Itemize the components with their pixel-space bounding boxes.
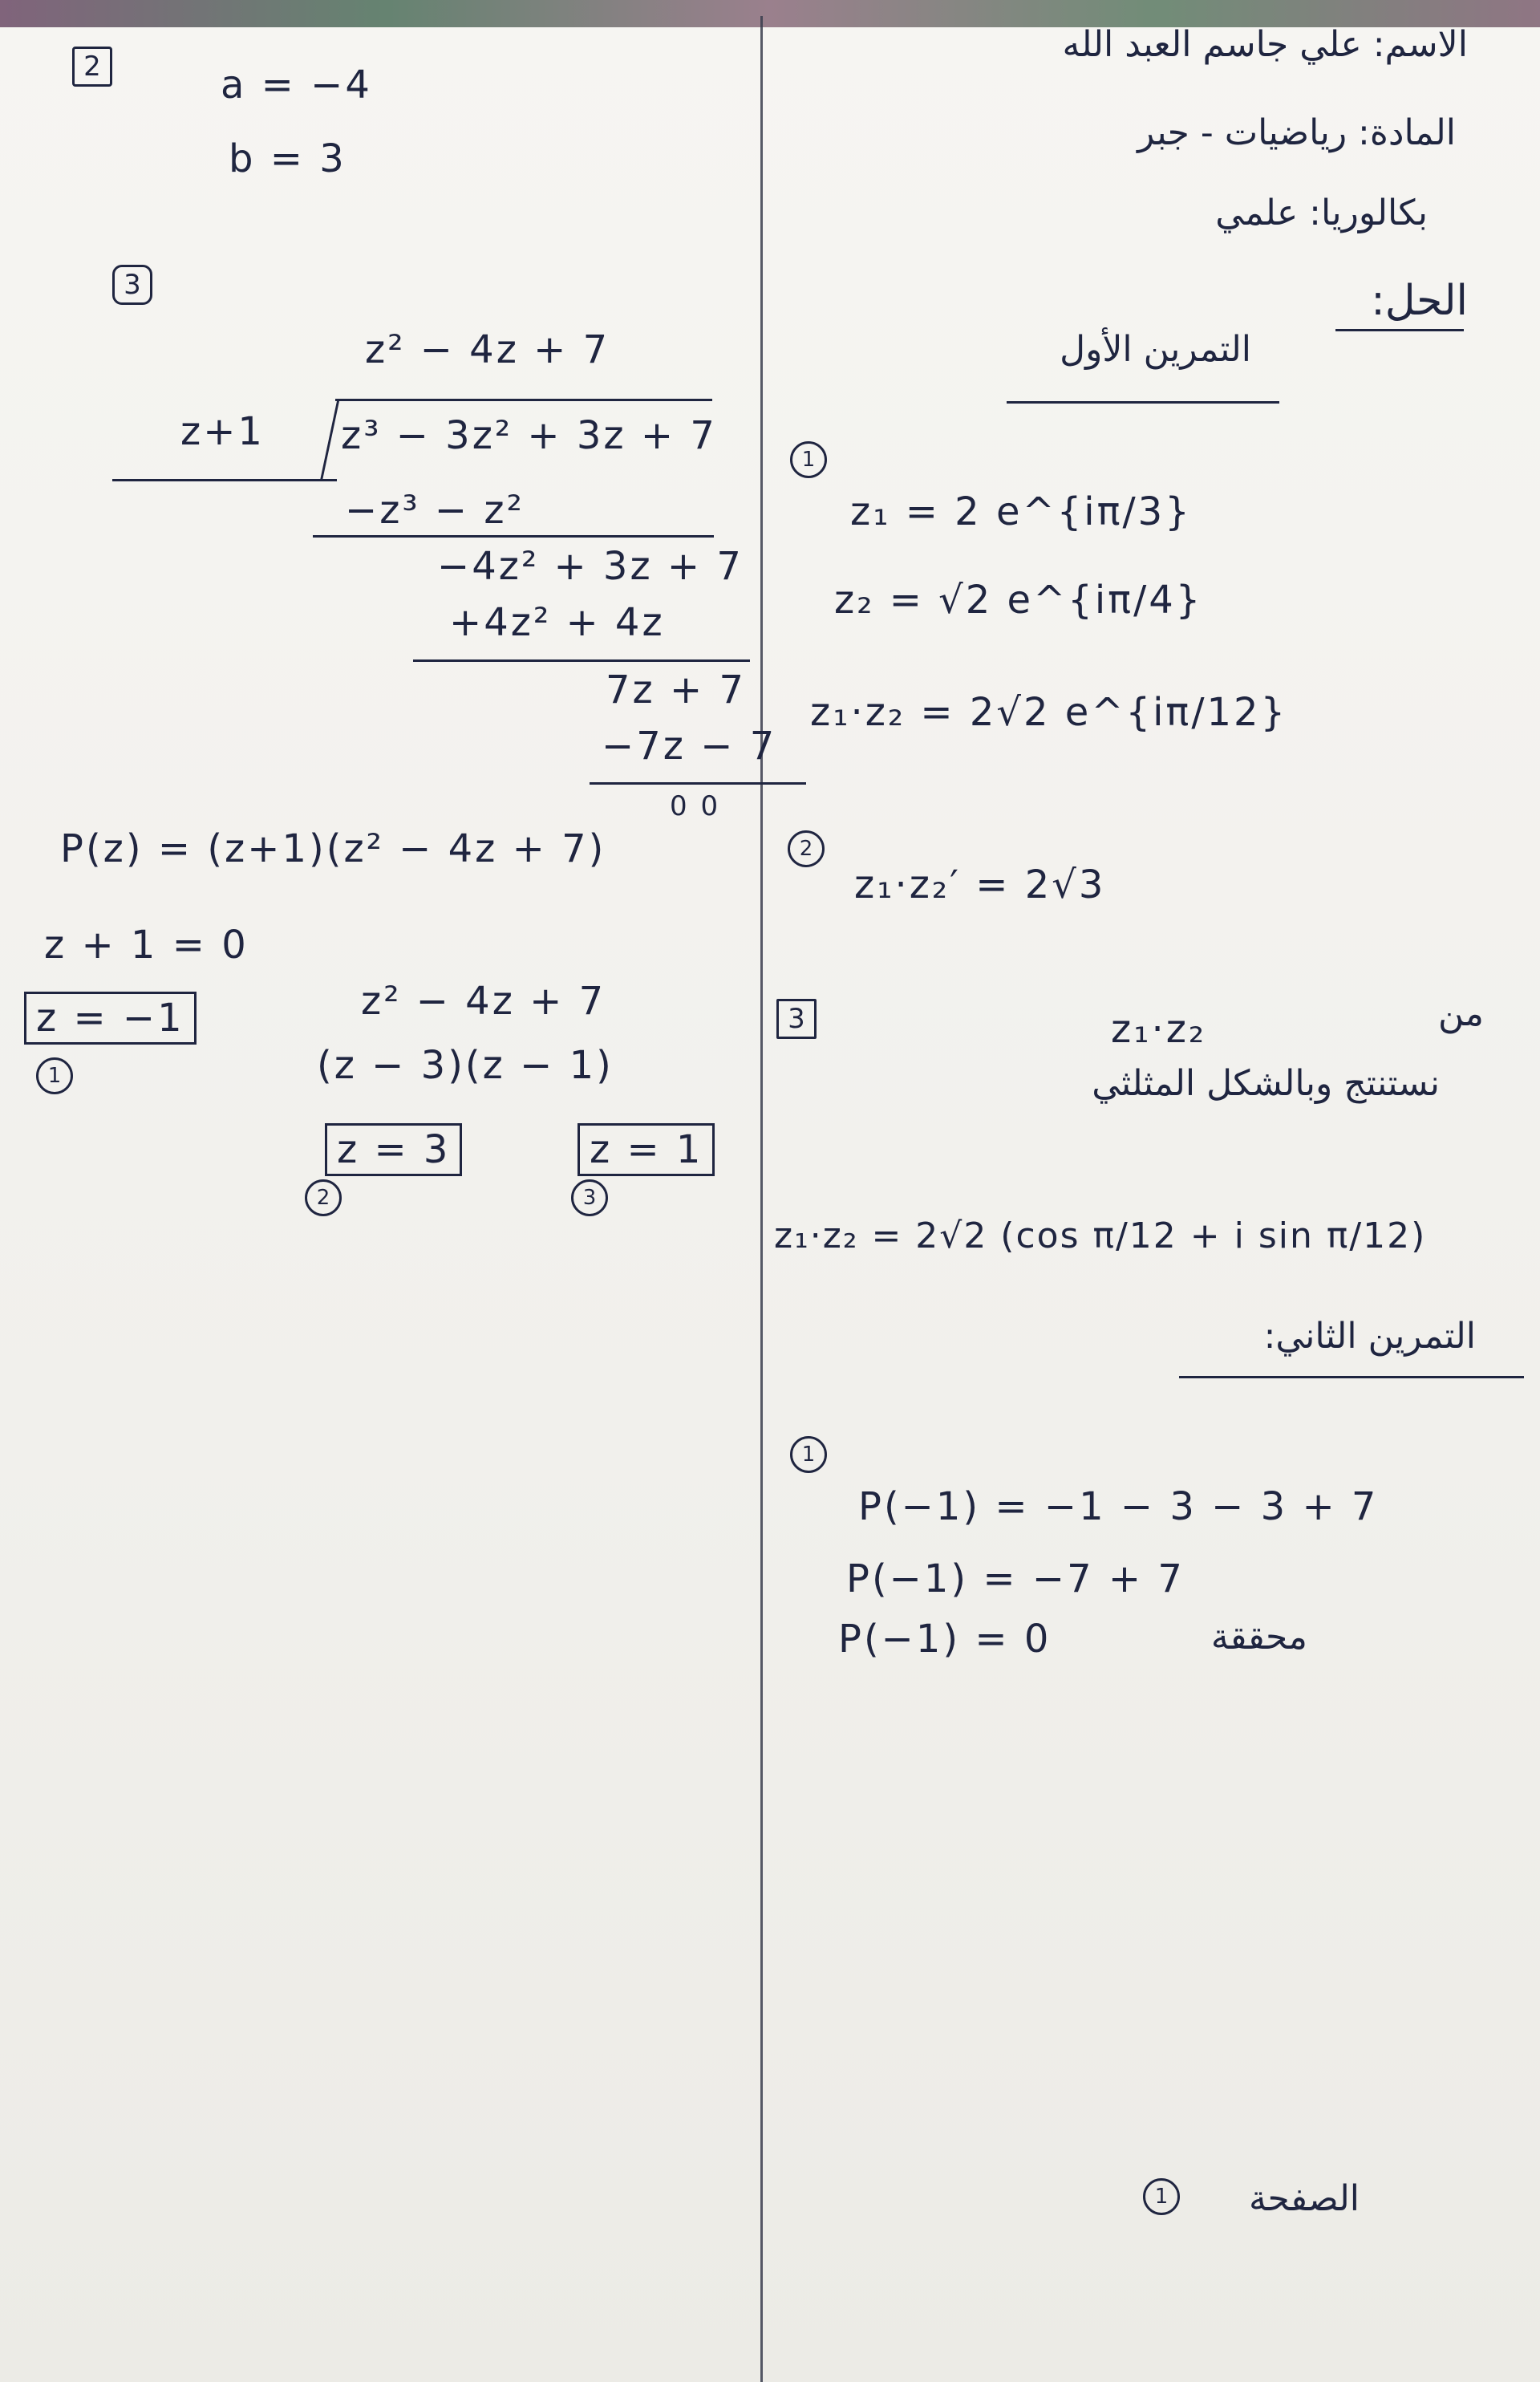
root-3-number: 3 xyxy=(571,1179,608,1216)
question-3-label: 3 xyxy=(112,265,152,305)
part-3-number: 3 xyxy=(776,999,817,1039)
division-remainder1: −4z² + 3z + 7 xyxy=(437,544,744,589)
product-exponential: z₁·z₂ = 2√2 e^{iπ/12} xyxy=(810,690,1288,735)
part-3-from: من xyxy=(1437,993,1484,1034)
header-track: بكالوريا: علمي xyxy=(1215,193,1428,233)
root-1: z = −1 xyxy=(24,992,197,1045)
division-quotient: z² − 4z + 7 xyxy=(365,327,610,372)
linear-equation: z + 1 = 0 xyxy=(44,923,249,968)
quadratic-factor: z² − 4z + 7 xyxy=(361,979,606,1024)
division-line2 xyxy=(413,659,750,662)
page-number: 1 xyxy=(1143,2178,1180,2215)
page-label: الصفحة xyxy=(1248,2178,1360,2219)
exercise-1-underline xyxy=(1007,401,1279,404)
exercise-1-title: التمرين الأول xyxy=(1060,329,1251,370)
exercise-2-title: التمرين الثاني: xyxy=(1263,1316,1476,1357)
root-2: z = 3 xyxy=(325,1123,462,1176)
root-1-number: 1 xyxy=(36,1057,73,1094)
exercise-2-check: محققة xyxy=(1210,1617,1307,1658)
division-step1: −z³ − z² xyxy=(345,488,525,533)
part-1-number: 1 xyxy=(790,441,827,478)
column-divider xyxy=(760,16,763,2382)
division-underline xyxy=(112,479,337,481)
exercise-2-line-1: P(−1) = −1 − 3 − 3 + 7 xyxy=(858,1484,1379,1529)
header-student-name: الاسم: علي جاسم العبد الله xyxy=(1062,24,1468,65)
division-step3: −7z − 7 xyxy=(602,724,777,769)
division-line3 xyxy=(590,782,806,785)
division-remainder2: 7z + 7 xyxy=(606,668,747,712)
z2-exponential: z₂ = √2 e^{iπ/4} xyxy=(834,578,1203,623)
exercise-2-part-1-number: 1 xyxy=(790,1436,827,1473)
b-value: b = 3 xyxy=(229,136,346,181)
a-value: a = −4 xyxy=(221,63,372,108)
factored-polynomial: P(z) = (z+1)(z² − 4z + 7) xyxy=(60,826,606,871)
division-bar xyxy=(335,399,712,401)
root-2-number: 2 xyxy=(305,1179,342,1216)
exercise-2-line-3: P(−1) = 0 xyxy=(838,1617,1052,1662)
exercise-2-line-2: P(−1) = −7 + 7 xyxy=(846,1556,1185,1601)
root-3: z = 1 xyxy=(578,1123,715,1176)
division-divisor: z+1 xyxy=(180,409,265,454)
solution-underline xyxy=(1335,329,1464,331)
photo-background-edge xyxy=(0,0,1540,27)
division-line1 xyxy=(313,535,714,538)
division-step2: +4z² + 4z xyxy=(449,600,665,645)
solution-label: الحل: xyxy=(1371,277,1468,325)
division-dividend: z³ − 3z² + 3z + 7 xyxy=(341,413,717,458)
part-2-result: z₁·z₂′ = 2√3 xyxy=(854,862,1106,907)
part-3-deduce-text: نستنتج وبالشكل المثلثي xyxy=(1092,1063,1440,1104)
exercise-2-underline xyxy=(1179,1376,1524,1378)
header-subject: المادة: رياضيات - جبر xyxy=(1137,112,1456,153)
question-2-label: 2 xyxy=(72,47,112,87)
division-remainder3: 0 0 xyxy=(670,790,721,822)
part-3-product: z₁·z₂ xyxy=(1111,1007,1207,1052)
division-bracket xyxy=(320,399,339,479)
quadratic-factored: (z − 3)(z − 1) xyxy=(317,1043,614,1088)
part-2-number: 2 xyxy=(788,830,825,867)
trigonometric-form: z₁·z₂ = 2√2 (cos π/12 + i sin π/12) xyxy=(774,1215,1427,1256)
z1-exponential: z₁ = 2 e^{iπ/3} xyxy=(850,489,1192,534)
